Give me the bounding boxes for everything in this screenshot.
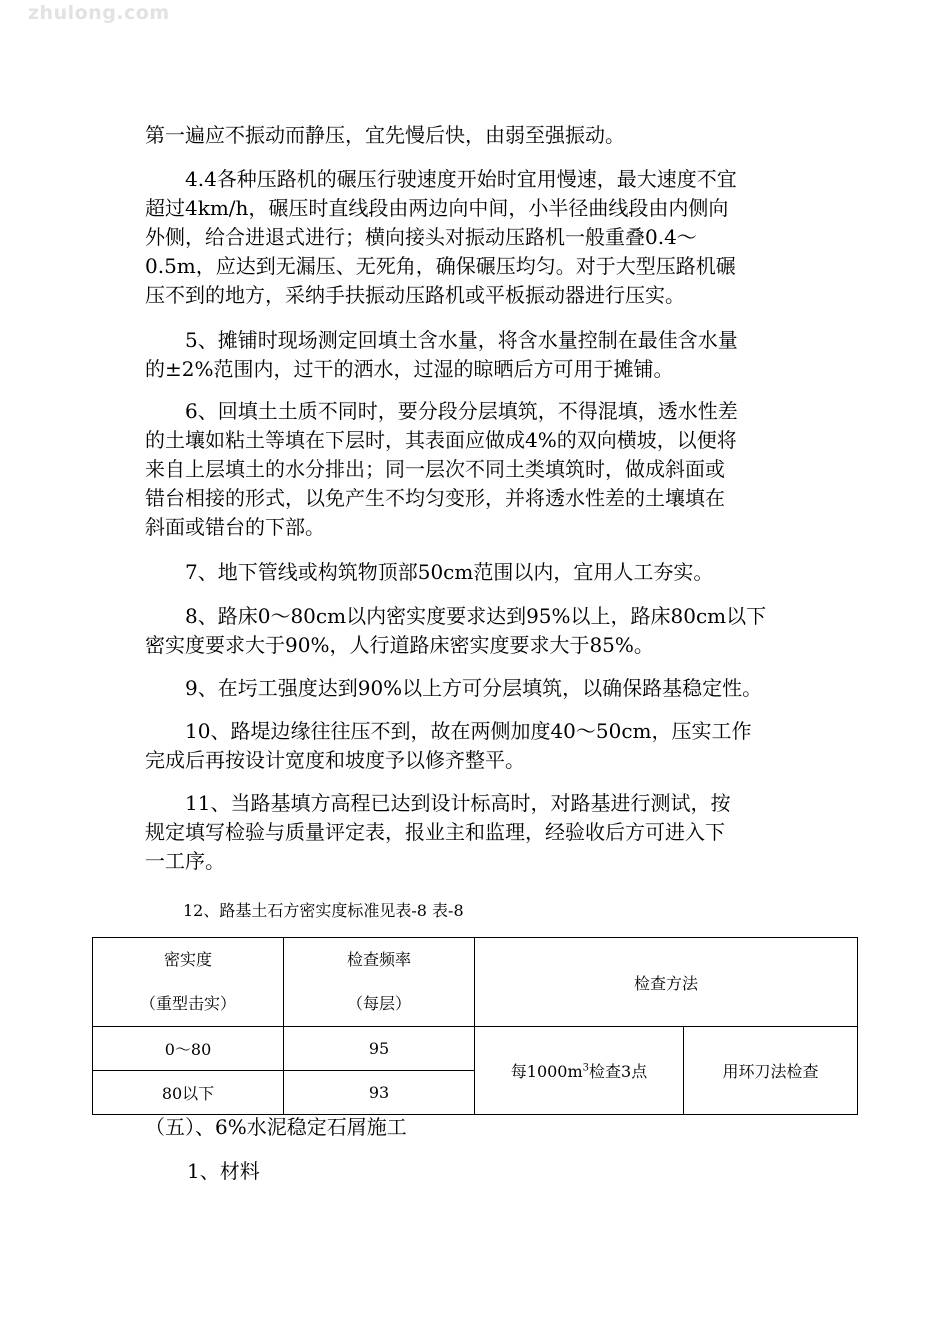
paragraph-line: 外侧，给合进退式进行；横向接头对振动压路机一般重叠0.4～ <box>145 225 697 249</box>
header-frequency <box>284 938 475 1027</box>
watermark: zhulong.com <box>28 2 170 24</box>
paragraph-line: 密实度要求大于90%，人行道路床密实度要求大于85%。 <box>145 633 654 657</box>
paragraph-line: 一工序。 <box>145 849 225 873</box>
paragraph-line: 9、在圬工强度达到90%以上方可分层填筑，以确保路基稳定性。 <box>145 676 763 700</box>
paragraph-line: 超过4km/h，碾压时直线段由两边向中间，小半径曲线段由内侧向 <box>145 196 729 220</box>
header-density-title: 密实度 <box>163 950 212 969</box>
paragraph <box>145 789 810 876</box>
paragraph <box>145 674 810 703</box>
paragraph-line: 斜面或错台的下部。 <box>145 515 325 539</box>
method-frequency-prefix: 每1000m <box>510 1062 583 1081</box>
paragraph <box>145 602 810 660</box>
paragraph-line: 来自上层填土的水分排出；同一层次不同土类填筑时，做成斜面或 <box>145 457 725 481</box>
paragraph-line: 4.4各种压路机的碾压行驶速度开始时宜用慢速，最大速度不宜 <box>145 167 737 191</box>
row-2-frequency: 93 <box>284 1071 475 1115</box>
table-caption: 12、路基土石方密实度标准见表-8 表-8 <box>183 901 464 920</box>
paragraph-line: 11、当路基填方高程已达到设计标高时，对路基进行测试，按 <box>145 791 731 815</box>
paragraph-line: 7、地下管线或构筑物顶部50cm范围以内，宜用人工夯实。 <box>145 560 714 584</box>
row-1-density: 0～80 <box>93 1027 284 1071</box>
paragraph-line: 压不到的地方，采纳手扶振动压路机或平板振动器进行压实。 <box>145 283 685 307</box>
paragraph <box>145 165 810 310</box>
header-frequency-note: （每层） <box>346 994 411 1013</box>
paragraph-line: 5、摊铺时现场测定回填土含水量，将含水量控制在最佳含水量 <box>145 328 738 352</box>
paragraph-line: 的土壤如粘土等填在下层时，其表面应做成4%的双向横坡，以便将 <box>145 428 737 452</box>
header-frequency-title: 检查频率 <box>346 950 411 969</box>
paragraph-line: 8、路床0～80cm以内密实度要求达到95%以上，路床80cm以下 <box>145 604 767 628</box>
method-frequency-suffix: 检查3点 <box>589 1062 648 1081</box>
density-standard-table <box>92 937 858 1115</box>
row-2-density: 80以下 <box>93 1071 284 1115</box>
paragraph-line: 规定填写检验与质量评定表，报业主和监理，经验收后方可进入下 <box>145 820 725 844</box>
method-frequency-sup: 3 <box>582 1062 590 1074</box>
paragraph-line: 的±2%范围内，过干的洒水，过湿的晾晒后方可用于摊铺。 <box>145 357 674 381</box>
paragraph <box>145 558 810 587</box>
section-heading: （五）、6%水泥稳定石屑施工 <box>145 1115 407 1139</box>
subsection-heading: 1、材料 <box>187 1159 260 1183</box>
paragraph-line: 0.5m，应达到无漏压、无死角，确保碾压均匀。对于大型压路机碾 <box>145 254 736 278</box>
paragraph-line: 第一遍应不振动而静压，宜先慢后快，由弱至强振动。 <box>145 123 625 147</box>
paragraph <box>145 121 810 150</box>
paragraph-line: 10、路堤边缘往往压不到，故在两侧加度40～50cm，压实工作 <box>145 719 752 743</box>
paragraph-line: 6、回填土土质不同时，要分段分层填筑，不得混填，透水性差 <box>145 399 738 423</box>
paragraph <box>145 326 810 384</box>
row-1-frequency: 95 <box>284 1027 475 1071</box>
method-tool-cell: 用环刀法检查 <box>684 1027 858 1115</box>
header-method: 检查方法 <box>475 938 858 1027</box>
header-density-note: （重型击实） <box>139 994 236 1013</box>
method-frequency-cell <box>475 1027 684 1115</box>
paragraph-line: 完成后再按设计宽度和坡度予以修齐整平。 <box>145 748 525 772</box>
paragraph-line: 错台相接的形式，以免产生不均匀变形，并将透水性差的土壤填在 <box>145 486 725 510</box>
paragraph <box>145 717 810 775</box>
header-density <box>93 938 284 1027</box>
paragraph <box>145 397 810 542</box>
